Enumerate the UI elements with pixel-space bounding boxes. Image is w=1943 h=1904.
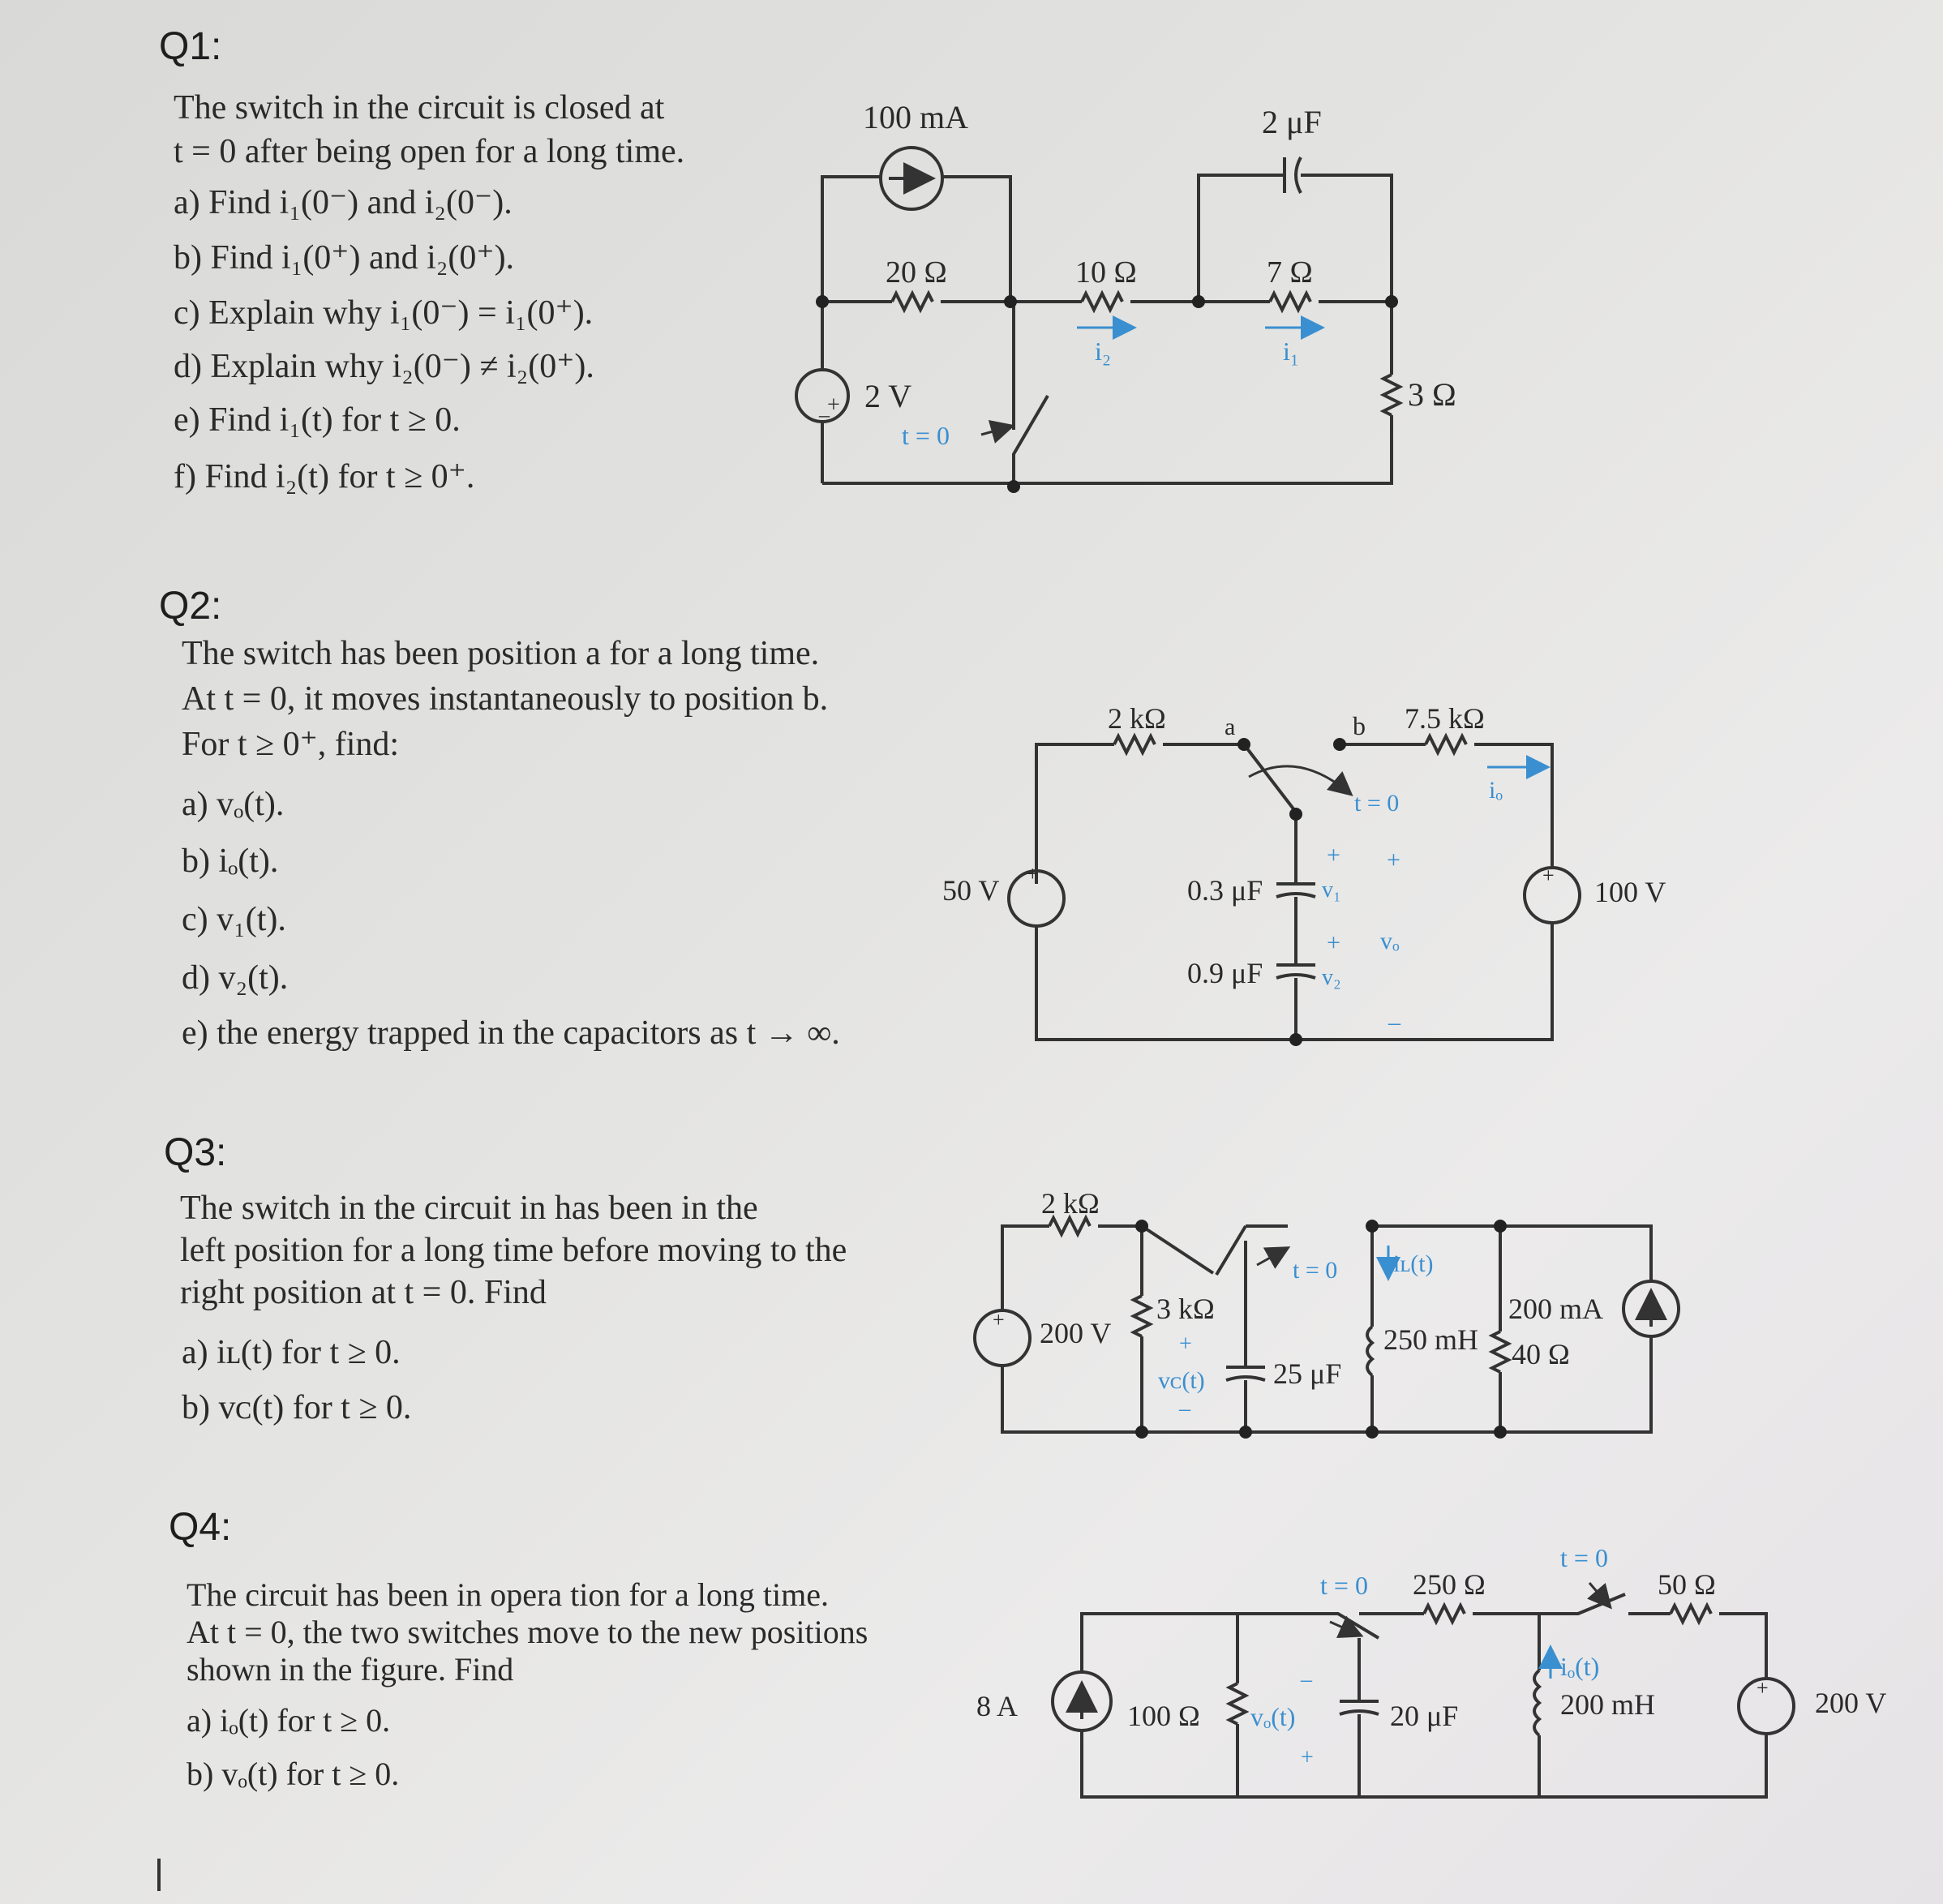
q3-item-b: b) vᴄ(t) for t ≥ 0. [182, 1389, 412, 1426]
q1-label-switch: t = 0 [902, 421, 950, 450]
q1-label-r20: 20 Ω [886, 255, 947, 289]
q1-resistor-20 [892, 294, 933, 310]
q2-label-b: b [1353, 711, 1366, 740]
q2-label-v2: v₂ [1322, 965, 1341, 990]
q3-label-vsrc: 200 V [1040, 1317, 1112, 1349]
q2-label-c2: 0.9 μF [1187, 957, 1263, 989]
q3-label-cap: 25 μF [1273, 1357, 1342, 1390]
q3-intro-line: The switch in the circuit in has been in the [180, 1190, 758, 1227]
q2-label-io: iₒ [1489, 777, 1503, 804]
q1-resistor-7 [1270, 294, 1310, 310]
q4-resistor-100 [1229, 1683, 1246, 1724]
q4-label-vo: vₒ(t) [1250, 1702, 1296, 1731]
q3-resistor-3k [1134, 1296, 1150, 1336]
q3-plus: + [1179, 1332, 1192, 1357]
q3-capacitor [1226, 1367, 1265, 1380]
q4-intro-line: The circuit has been in opera tion for a long time. [187, 1576, 829, 1613]
q3-label-r3: 40 Ω [1512, 1338, 1570, 1370]
q2-item-c: c) v₁(t). [182, 901, 286, 938]
q4-intro-line: At t = 0, the two switches move to the new positions [187, 1614, 869, 1650]
q3-resistor-2k [1049, 1218, 1090, 1234]
q4-label-r100: 100 Ω [1127, 1700, 1200, 1732]
q1-vsrc-plus: + [827, 392, 840, 418]
q4-item-a: a) iₒ(t) for t ≥ 0. [187, 1702, 391, 1739]
q2-label-c1: 0.3 μF [1187, 874, 1263, 907]
q3-label-ind: 250 mH [1383, 1323, 1478, 1356]
q4-label-sw2: t = 0 [1560, 1543, 1608, 1572]
q2-capacitor-03 [1276, 884, 1315, 897]
q1-label-i1: i₁ [1283, 337, 1300, 366]
q3-inductor [1367, 1327, 1372, 1375]
q1-label-r3: 3 Ω [1408, 376, 1456, 413]
q4-intro-line: shown in the figure. Find [187, 1651, 514, 1687]
q2-label-r2: 7.5 kΩ [1405, 702, 1485, 735]
q4-heading: Q4: [169, 1506, 232, 1549]
q2-intro-line: At t = 0, it moves instantaneously to position b. [182, 680, 829, 718]
q1-capacitor-plate [1296, 157, 1301, 193]
q4-minus: – [1301, 1667, 1312, 1692]
q3-resistor-40 [1492, 1332, 1508, 1372]
q4-resistor-250 [1424, 1606, 1465, 1622]
q1-item-e: e) Find i₁(t) for t ≥ 0. [174, 401, 461, 439]
q1-vsrc-minus: – [819, 403, 830, 427]
q1-label-r7: 7 Ω [1267, 255, 1313, 289]
q1-resistor-3 [1383, 375, 1400, 415]
q2-src-plus: + [1542, 864, 1555, 887]
q4-label-sw1: t = 0 [1320, 1571, 1368, 1600]
q2-label-v50: 50 V [942, 874, 1000, 907]
q2-item-d: d) v₂(t). [182, 959, 289, 997]
q4-src-plus: + [1756, 1676, 1769, 1700]
q4-label-cap: 20 μF [1390, 1700, 1459, 1732]
q2-resistor-7k5 [1426, 736, 1466, 753]
q4-capacitor [1340, 1701, 1379, 1714]
q1-resistor-10 [1082, 294, 1122, 310]
q1-label-vsrc: 2 V [864, 378, 912, 414]
q1-label-cap: 2 μF [1262, 104, 1322, 140]
q1-item-c: c) Explain why i₁(0⁻) = i₁(0⁺). [174, 294, 594, 332]
q3-item-a: a) iʟ(t) for t ≥ 0. [182, 1334, 401, 1371]
q2-label-v1: v₁ [1322, 877, 1341, 903]
q2-resistor-2k [1114, 736, 1155, 753]
q4-label-r250: 250 Ω [1413, 1568, 1486, 1601]
q4-label-io: iₒ(t) [1560, 1652, 1600, 1681]
q3-label-r1: 2 kΩ [1041, 1187, 1100, 1220]
q4-circuit [1053, 1583, 1794, 1797]
q1-item-d: d) Explain why i₂(0⁻) ≠ i₂(0⁺). [174, 348, 594, 385]
q3-minus: – [1179, 1396, 1190, 1422]
q1-switch [1014, 396, 1048, 483]
q1-heading: Q1: [159, 25, 222, 68]
q3-intro-line: left position for a long time before moving to the [180, 1232, 847, 1269]
q1-item-b: b) Find i₁(0⁺) and i₂(0⁺). [174, 239, 515, 277]
q1-label-r10: 10 Ω [1075, 255, 1137, 289]
q1-circuit [796, 148, 1400, 483]
q3-label-r2: 3 kΩ [1156, 1293, 1215, 1325]
q1-intro-line: The switch in the circuit is closed at [174, 89, 665, 127]
q2-label-v100: 100 V [1594, 876, 1666, 908]
q2-capacitor-09 [1276, 965, 1315, 978]
q4-label-ind: 200 mH [1560, 1688, 1655, 1721]
q4-resistor-50 [1671, 1606, 1711, 1622]
q2-switch [1244, 744, 1297, 814]
q3-label-isrc: 200 mA [1508, 1293, 1603, 1325]
q2-heading: Q2: [159, 585, 222, 628]
q3-label-il: iʟ(t) [1393, 1250, 1434, 1277]
q2-plus: + [1327, 929, 1340, 956]
q4-plus: + [1301, 1745, 1314, 1770]
q2-plus: + [1327, 842, 1340, 868]
q3-heading: Q3: [164, 1131, 227, 1174]
q2-plus: + [1387, 847, 1400, 873]
q3-label-switch: t = 0 [1293, 1257, 1338, 1284]
q1-label-current: 100 mA [863, 99, 968, 135]
q1-item-f: f) Find i₂(t) for t ≥ 0⁺. [174, 458, 475, 495]
q2-intro-line: For t ≥ 0⁺, find: [182, 726, 400, 763]
q2-label-r1: 2 kΩ [1108, 702, 1166, 735]
q4-label-vsrc: 200 V [1815, 1687, 1887, 1719]
q1-item-a: a) Find i₁(0⁻) and i₂(0⁻). [174, 184, 513, 221]
q3-intro-line: right position at t = 0. Find [180, 1274, 547, 1311]
q2-minus: – [1388, 1009, 1400, 1036]
q3-src-plus: + [993, 1308, 1005, 1332]
q2-item-a: a) vₒ(t). [182, 786, 285, 823]
q1-label-i2: i₂ [1095, 337, 1112, 366]
q4-inductor [1534, 1670, 1539, 1735]
q2-item-b: b) iₒ(t). [182, 843, 279, 880]
q3-switch [1098, 1226, 1213, 1273]
q2-label-a: a [1225, 714, 1236, 740]
q4-label-r50: 50 Ω [1658, 1568, 1716, 1601]
q4-label-isrc: 8 A [976, 1690, 1019, 1722]
q2-label-switch: t = 0 [1354, 790, 1400, 817]
q3-label-vc: vᴄ(t) [1158, 1367, 1205, 1394]
q4-item-b: b) vₒ(t) for t ≥ 0. [187, 1756, 400, 1792]
q1-intro-line: t = 0 after being open for a long time. [174, 133, 685, 170]
q2-item-e: e) the energy trapped in the capacitors as t → ∞. [182, 1014, 840, 1052]
q2-intro-line: The switch has been position a for a long time. [182, 635, 820, 672]
q2-label-vo: vₒ [1380, 928, 1400, 954]
q2-src-plus: + [1027, 862, 1039, 886]
